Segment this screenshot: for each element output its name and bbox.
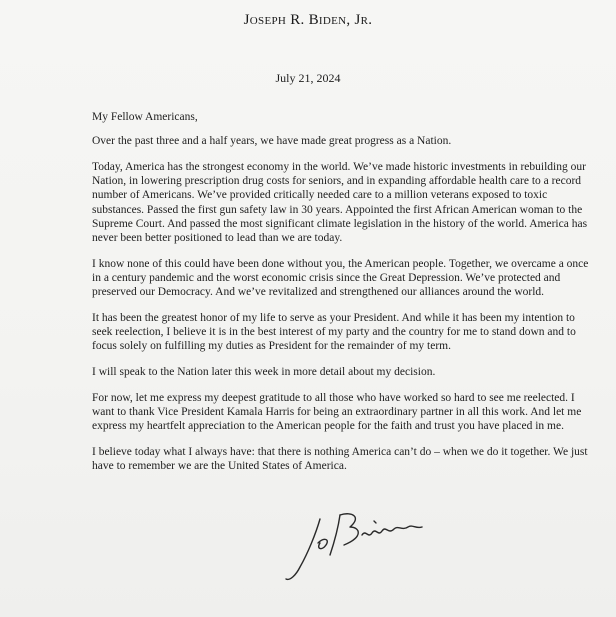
signature-icon (278, 505, 438, 585)
handwritten-signature (278, 505, 438, 585)
salutation: My Fellow Americans, (92, 111, 198, 123)
paragraph-closing: I believe today what I always have: that there is nothing America can’t do – when we do it together. We just have to remember we are the United States of America. (92, 445, 588, 472)
paragraph-economy: Today, America has the strongest economy in the world. We’ve made historic investments in rebuilding our Nation, in lowering prescription drug costs for seniors, and in expanding affordable health care to a record number of Americans. We’ve provided critically needed care to a million veterans exposed to toxic substances. Passed the first gun safety law in 30 years. Appointed the first African American woman to the Supreme Court. And passed the most significant climate legislation in the history of the world. America has never been better positioned to lead than we are today. (92, 160, 588, 244)
letter-body (92, 110, 592, 485)
paragraph-gratitude: For now, let me express my deepest gratitude to all those who have worked so hard to see me reelected. I want to thank Vice President Kamala Harris for being an extraordinary partner in all this work. And let me express my heartfelt appreciation to the American people for the faith and trust you have placed in me. (92, 391, 582, 432)
letterhead-name: Joseph R. Biden, Jr. (243, 12, 373, 28)
paragraph-speak-to-nation: I will speak to the Nation later this week in more detail about my decision. (92, 365, 436, 378)
paragraph-progress: Over the past three and a half years, we have made great progress as a Nation. (92, 135, 452, 148)
paragraph-stand-down: It has been the greatest honor of my life to serve as your President. And while it has been my intention to seek reelection, I believe it is in the best interest of my party and the country for me to stand down and to focus solely on fulfilling my duties as President for the remainder of my term. (92, 311, 576, 353)
paragraph-american-people: I know none of this could have been done without you, the American people. Together, we overcame a once in a century pandemic and the worst economic crisis since the Great Depression. We’ve protected and preserved our Democracy. And we’ve revitalized and strengthened our alliances around the world. (92, 257, 589, 299)
letter-date: July 21, 2024 (275, 71, 341, 85)
